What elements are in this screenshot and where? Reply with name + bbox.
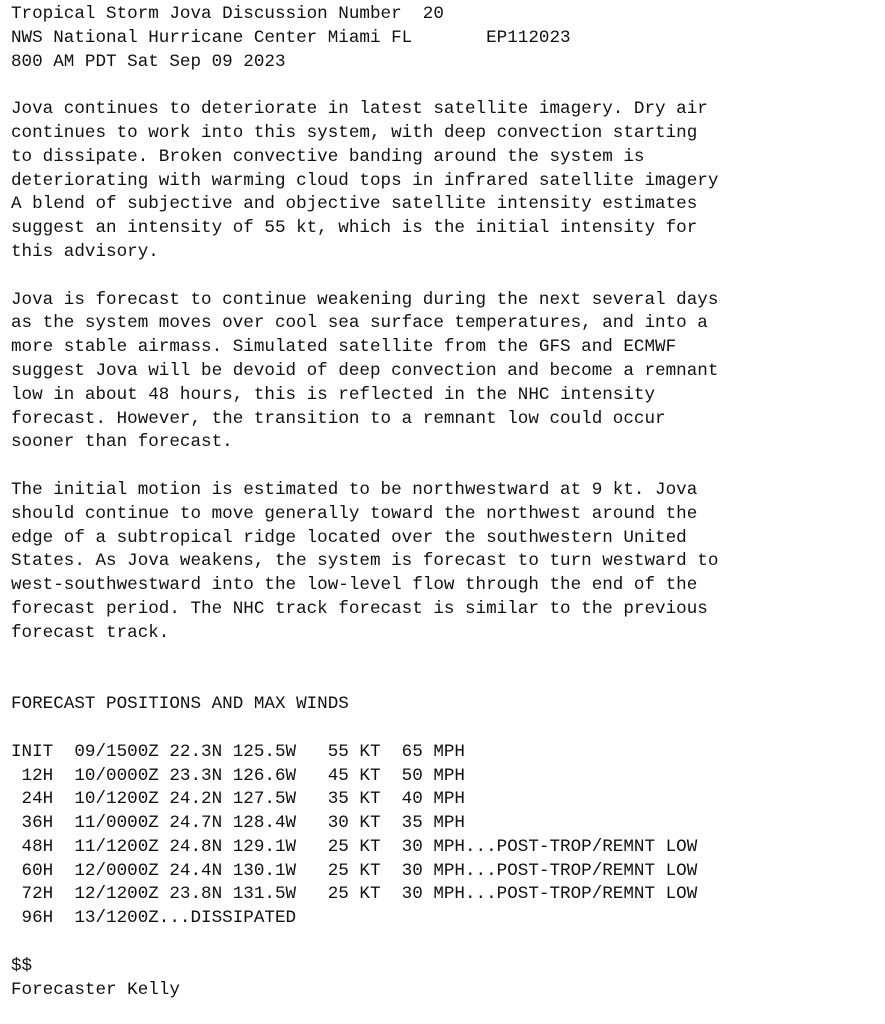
forecaster-signature: Forecaster Kelly	[11, 979, 180, 1000]
text-line: forecast. However, the transition to a remnant low could occur	[11, 408, 666, 429]
text-line: continues to work into this system, with deep convection starting	[11, 122, 698, 143]
spacer	[11, 931, 885, 955]
forecast-table	[11, 741, 885, 931]
forecast-row: 96H 13/1200Z...DISSIPATED	[11, 908, 297, 929]
forecast-row: 60H 12/0000Z 24.4N 130.1W 25 KT 30 MPH...POST-TROP/REMNT LOW	[11, 860, 698, 881]
spacer	[11, 455, 885, 479]
forecast-row: INIT 09/1500Z 22.3N 125.5W 55 KT 65 MPH	[11, 741, 465, 762]
forecast-row: 48H 11/1200Z 24.8N 129.1W 25 KT 30 MPH...POST-TROP/REMNT LOW	[11, 836, 698, 857]
spacer	[11, 74, 885, 98]
text-line: should continue to move generally toward the northwest around the	[11, 503, 698, 524]
paragraph-intensity	[11, 98, 885, 265]
text-line: more stable airmass. Simulated satellite from the GFS and ECMWF	[11, 337, 677, 358]
text-line: Jova continues to deteriorate in latest satellite imagery. Dry air	[11, 99, 708, 120]
text-line: sooner than forecast.	[11, 432, 233, 453]
spacer	[11, 669, 885, 693]
text-line: west-southwestward into the low-level flow through the end of the	[11, 575, 698, 596]
forecast-heading: FORECAST POSITIONS AND MAX WINDS	[11, 694, 349, 715]
issue-time: 800 AM PDT Sat Sep 09 2023	[11, 51, 286, 72]
product-terminator: $$	[11, 955, 33, 976]
forecast-row: 72H 12/1200Z 23.8N 131.5W 25 KT 30 MPH...POST-TROP/REMNT LOW	[11, 884, 698, 905]
text-line: A blend of subjective and objective satellite intensity estimates	[11, 194, 698, 215]
forecast-row: 24H 10/1200Z 24.2N 127.5W 35 KT 40 MPH	[11, 789, 465, 810]
text-line: edge of a subtropical ridge located over the southwestern United	[11, 527, 687, 548]
forecast-row: 36H 11/0000Z 24.7N 128.4W 30 KT 35 MPH	[11, 813, 465, 834]
issuing-office: NWS National Hurricane Center Miami FL EP112023	[11, 27, 571, 48]
text-line: deteriorating with warming cloud tops in infrared satellite imagery	[11, 170, 719, 191]
text-line: as the system moves over cool sea surface temperatures, and into a	[11, 313, 708, 334]
text-line: States. As Jova weakens, the system is forecast to turn westward to	[11, 551, 719, 572]
paragraph-motion	[11, 479, 885, 646]
text-line: this advisory.	[11, 241, 159, 262]
text-line: suggest an intensity of 55 kt, which is the initial intensity for	[11, 218, 698, 239]
text-line: suggest Jova will be devoid of deep convection and become a remnant	[11, 360, 719, 381]
spacer	[11, 646, 885, 670]
paragraph-forecast-intensity	[11, 289, 885, 456]
spacer	[11, 265, 885, 289]
text-line: Jova is forecast to continue weakening during the next several days	[11, 289, 719, 310]
discussion-title: Tropical Storm Jova Discussion Number 20	[11, 4, 444, 24]
spacer	[11, 717, 885, 741]
text-line: The initial motion is estimated to be northwestward at 9 kt. Jova	[11, 479, 698, 500]
text-line: to dissipate. Broken convective banding around the system is	[11, 146, 645, 167]
text-line: forecast track.	[11, 622, 170, 643]
text-line: forecast period. The NHC track forecast is similar to the previous	[11, 598, 708, 619]
forecast-row: 12H 10/0000Z 23.3N 126.6W 45 KT 50 MPH	[11, 765, 465, 786]
text-line: low in about 48 hours, this is reflected in the NHC intensity	[11, 384, 656, 405]
